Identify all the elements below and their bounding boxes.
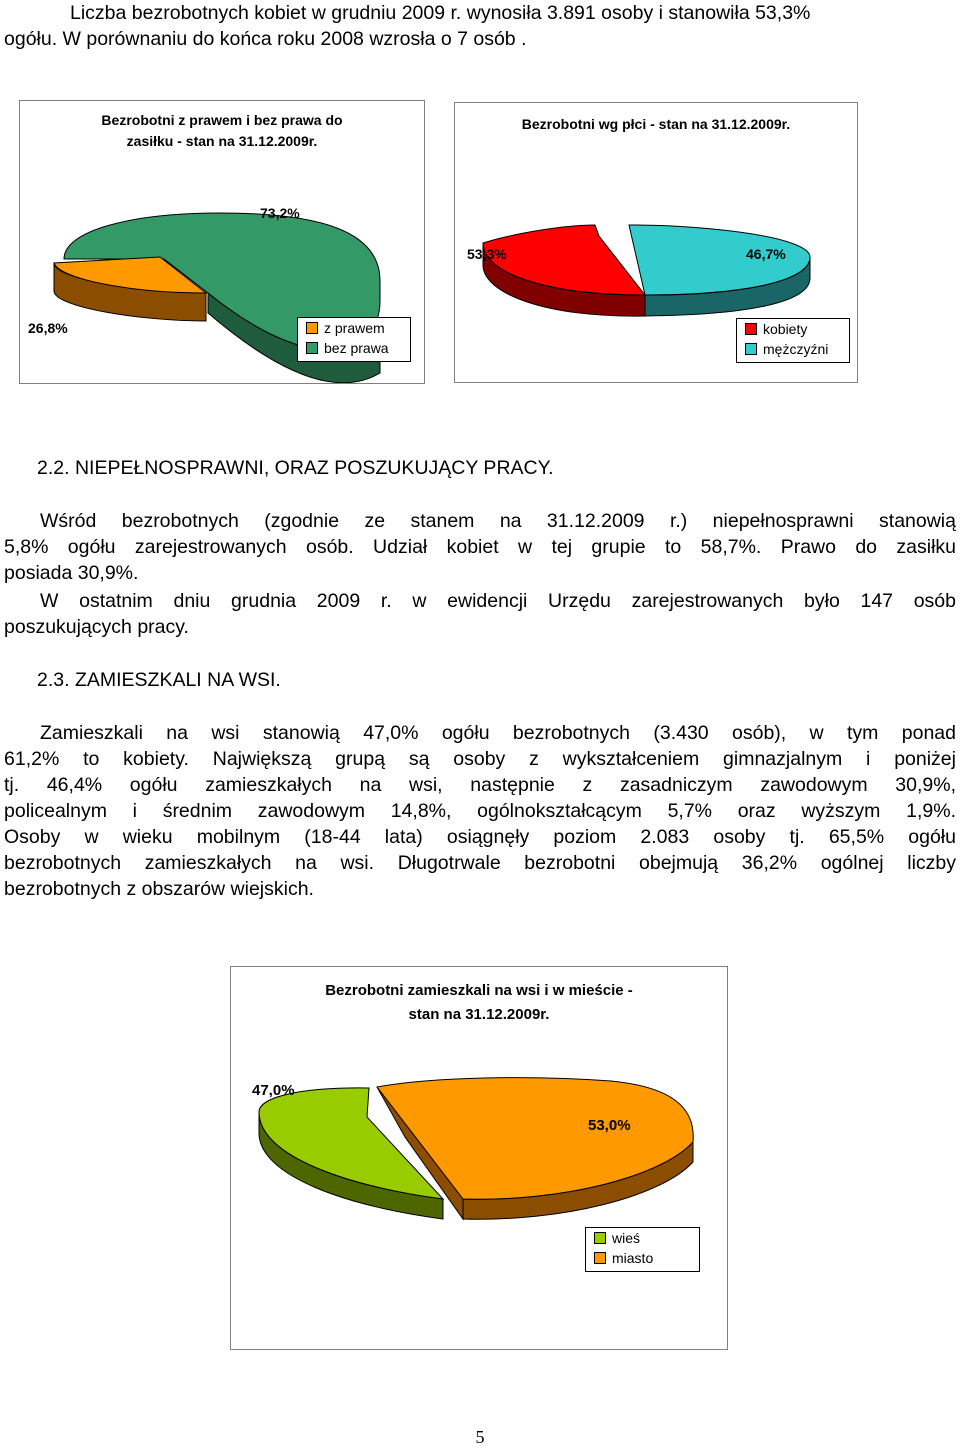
text-line: Wśród bezrobotnych (zgodnie ze stanem na 31.12.2009 r.) niepełnosprawni stanowią [40, 510, 956, 532]
text-line: poszukujących pracy. [4, 616, 189, 638]
text-line: policealnym i średnim zawodowym 14,8%, ogólnokształcącym 5,7% oraz wyższym 1,9%. [4, 800, 956, 822]
text-line: 61,2% to kobiety. Największą grupą są osoby z wykształceniem gimnazjalnym i poniżej [4, 748, 956, 770]
intro-line-1: Liczba bezrobotnych kobiet w grudniu 2009 r. wynosiła 3.891 osoby i stanowiła 53,3% [70, 2, 811, 24]
slice-label-wies: 47,0% [252, 1082, 295, 1099]
chart-title-line-1: Bezrobotni zamieszkali na wsi i w mieście - [325, 982, 633, 999]
chart-legend [736, 318, 850, 363]
legend-item-wies [586, 1228, 699, 1248]
text-line: bezrobotnych zamieszkałych na wsi. Długotrwale bezrobotni obejmują 36,2% ogólnej liczby [4, 852, 956, 874]
section-2-3-paragraph [4, 720, 956, 902]
pie-chart-svg [231, 967, 727, 1349]
intro-line-2: ogółu. W porównaniu do końca roku 2008 wzrosła o 7 osób . [4, 28, 527, 50]
section-2-2-paragraph-2 [4, 588, 956, 640]
legend-swatch [594, 1252, 606, 1264]
legend-item-mezczyzni [737, 339, 849, 359]
legend-label: mężczyźni [763, 341, 829, 357]
text-line: Osoby w wieku mobilnym (18-44 lata) osiągnęły poziom 2.083 osoby tj. 65,5% ogółu [4, 826, 956, 848]
legend-item-z-prawem [298, 318, 410, 338]
slice-label-mezczyzni: 46,7% [746, 246, 786, 262]
slice-label-z-prawem: 26,8% [28, 320, 68, 336]
chart-rural-urban [230, 966, 728, 1350]
legend-label: kobiety [763, 321, 808, 337]
slice-label-miasto: 53,0% [588, 1117, 631, 1134]
legend-swatch [594, 1232, 606, 1244]
text-line: Zamieszkali na wsi stanowią 47,0% ogółu bezrobotnych (3.430 osób), w tym ponad [40, 722, 956, 744]
legend-swatch [745, 343, 757, 355]
chart-legend [297, 317, 411, 362]
legend-item-bez-prawa [298, 338, 410, 358]
legend-label: z prawem [324, 320, 385, 336]
section-2-2-paragraph-1 [4, 508, 956, 586]
section-heading-2-2: 2.2. NIEPEŁNOSPRAWNI, ORAZ POSZUKUJĄCY PRACY. [37, 457, 554, 479]
section-heading-2-3: 2.3. ZAMIESZKALI NA WSI. [37, 669, 281, 691]
text-line: bezrobotnych z obszarów wiejskich. [4, 878, 314, 900]
legend-label: wieś [612, 1230, 641, 1246]
slice-label-bez-prawa: 73,2% [260, 205, 300, 221]
legend-swatch [306, 342, 318, 354]
legend-swatch [745, 323, 757, 335]
legend-label: miasto [612, 1250, 654, 1266]
legend-label: bez prawa [324, 340, 389, 356]
legend-item-miasto [586, 1248, 699, 1268]
text-line: 5,8% ogółu zarejestrowanych osób. Udział kobiet w tej grupie to 58,7%. Prawo do zasiłku [4, 536, 956, 558]
chart-benefit-rights [19, 100, 425, 384]
slice-label-kobiety: 53,3% [467, 246, 507, 262]
text-line: W ostatnim dniu grudnia 2009 r. w ewidencji Urzędu zarejestrowanych było 147 osób [40, 590, 956, 612]
page-number: 5 [475, 1427, 485, 1447]
text-line: tj. 46,4% ogółu zamieszkałych na wsi, następnie z zasadniczym zawodowym 30,9%, [4, 774, 956, 796]
intro-paragraph [4, 0, 956, 52]
legend-swatch [306, 322, 318, 334]
chart-legend [585, 1227, 700, 1272]
chart-gender [454, 102, 858, 383]
text-line: posiada 30,9%. [4, 562, 139, 584]
legend-item-kobiety [737, 319, 849, 339]
chart-title-line-2: stan na 31.12.2009r. [408, 1006, 550, 1023]
chart-title-line-1: Bezrobotni z prawem i bez prawa do [101, 112, 343, 128]
chart-title-line-2: zasiłku - stan na 31.12.2009r. [126, 133, 318, 149]
chart-title: Bezrobotni wg płci - stan na 31.12.2009r. [521, 116, 791, 132]
